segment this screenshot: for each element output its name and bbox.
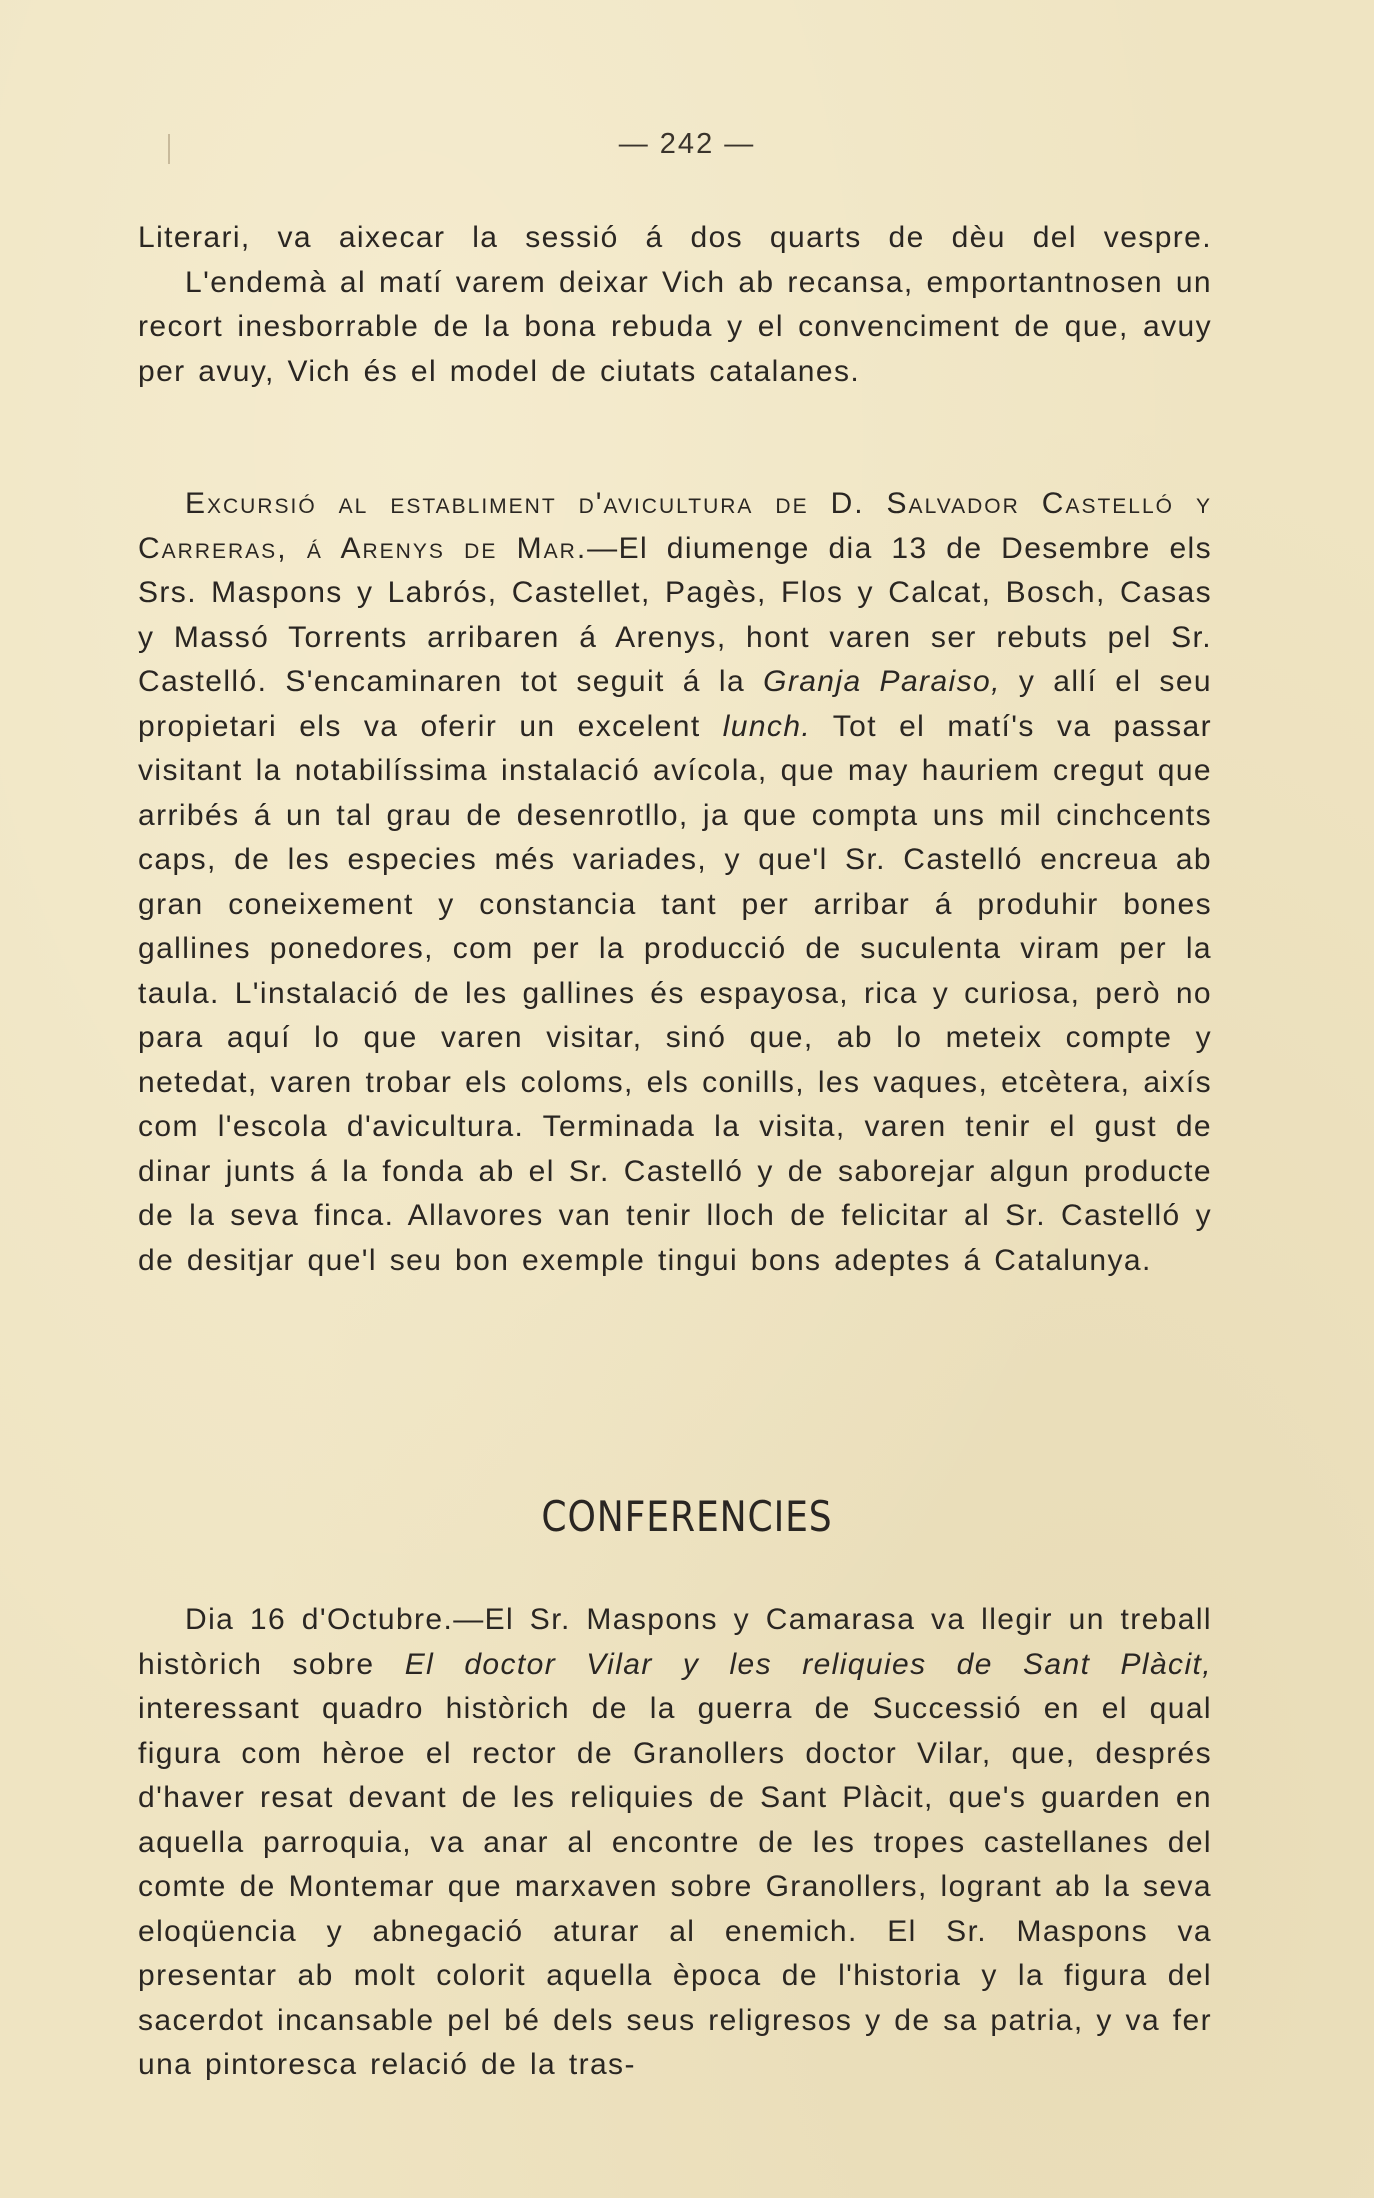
text-block-vich	[138, 216, 1212, 394]
paragraph-vich: L'endemà al matí varem deixar Vich ab recansa, emportantnosen un recort inesborrable de la bona rebuda y el convenciment de que, avuy per avuy, Vich és el model de ciutats catalanes.	[138, 265, 1212, 388]
section-conferencies	[138, 1598, 1212, 2088]
excursio-text-c: Tot el matí's va passar visitant la notabilíssima instalació avícola, que may hauriem cregut que arribés á un tal grau de desenrotllo, ja que compta uns mil cinchcents caps, de les especies més variades, y que'l Sr. Castelló encreua ab gran coneixement y constancia tant per arribar á produhir bones gallines ponedores, com per la producció de suculenta viram per la taula. L'instalació de les gallines és espayosa, rica y curiosa, però no para aquí lo que varen visitar, sinó que, ab lo meteix compte y netedat, varen trobar els coloms, els conills, les vaques, etcètera, aixís com l'escola d'avicultura. Terminada la visita, varen tenir el gust de dinar junts á la fonda ab el Sr. Castelló y de saborejar algun producte de la seva finca. Allavores van tenir lloch de felicitar al Sr. Castelló y de desitjar que'l seu bon exemple tingui bons adeptes á Catalunya.	[138, 709, 1212, 1277]
paragraph-excursio	[138, 482, 1212, 1283]
paragraph-conferencies	[138, 1598, 1212, 2088]
conferencies-italic-title: El doctor Vilar y les reliquies de Sant Plàcit,	[404, 1647, 1212, 1681]
excursio-text-a: —El diumenge dia 13 de Desembre els Srs. Maspons y Labrós, Castellet, Pagès, Flos y Calcat, Bosch, Casas y Massó Torrents arribaren á Arenys, hont varen ser rebuts pel Sr. Castelló. S'encaminaren tot seguit á la	[138, 531, 1213, 698]
excursio-italic-granja: Granja Paraiso,	[763, 665, 1001, 698]
excursio-text-b: y allí el seu propietari els va oferir un excelent	[138, 665, 1212, 743]
page-number: — 242 —	[618, 128, 756, 160]
paragraph-closing-line: Literari, va aixecar la sessió á dos quarts de dèu del vespre.	[138, 221, 1212, 254]
section-excursio	[138, 482, 1212, 1283]
conferencies-text-a: Dia 16 d'Octubre.—El Sr. Maspons y Camarasa va llegir un treball històrich sobre	[138, 1603, 1212, 1681]
excursio-heading: Excursió al establiment d'avicultura de D. Salvador Castelló y Carreras, á Arenys de Mar.	[138, 487, 1212, 565]
excursio-italic-lunch: lunch.	[722, 709, 812, 743]
conferencies-text-b: interessant quadro històrich de la guerra de Successió en el qual figura com hèroe el rector de Granollers doctor Vilar, que, després d'haver resat devant de les reliquies de Sant Plàcit, que's guarden en aquella parroquia, va anar al encontre de les tropes castellanes del comte de Montemar que marxaven sobre Granollers, logrant ab la seva eloqüencia y abnegació aturar al enemich. El Sr. Maspons va presentar ab molt colorit aquella època de l'historia y la figura del sacerdot incansable pel bé dels seus religresos y de sa patria, y va fer una pintoresca relació de la tras-	[138, 1692, 1212, 2081]
section-title-conferencies: CONFERENCIES	[541, 1492, 833, 1541]
